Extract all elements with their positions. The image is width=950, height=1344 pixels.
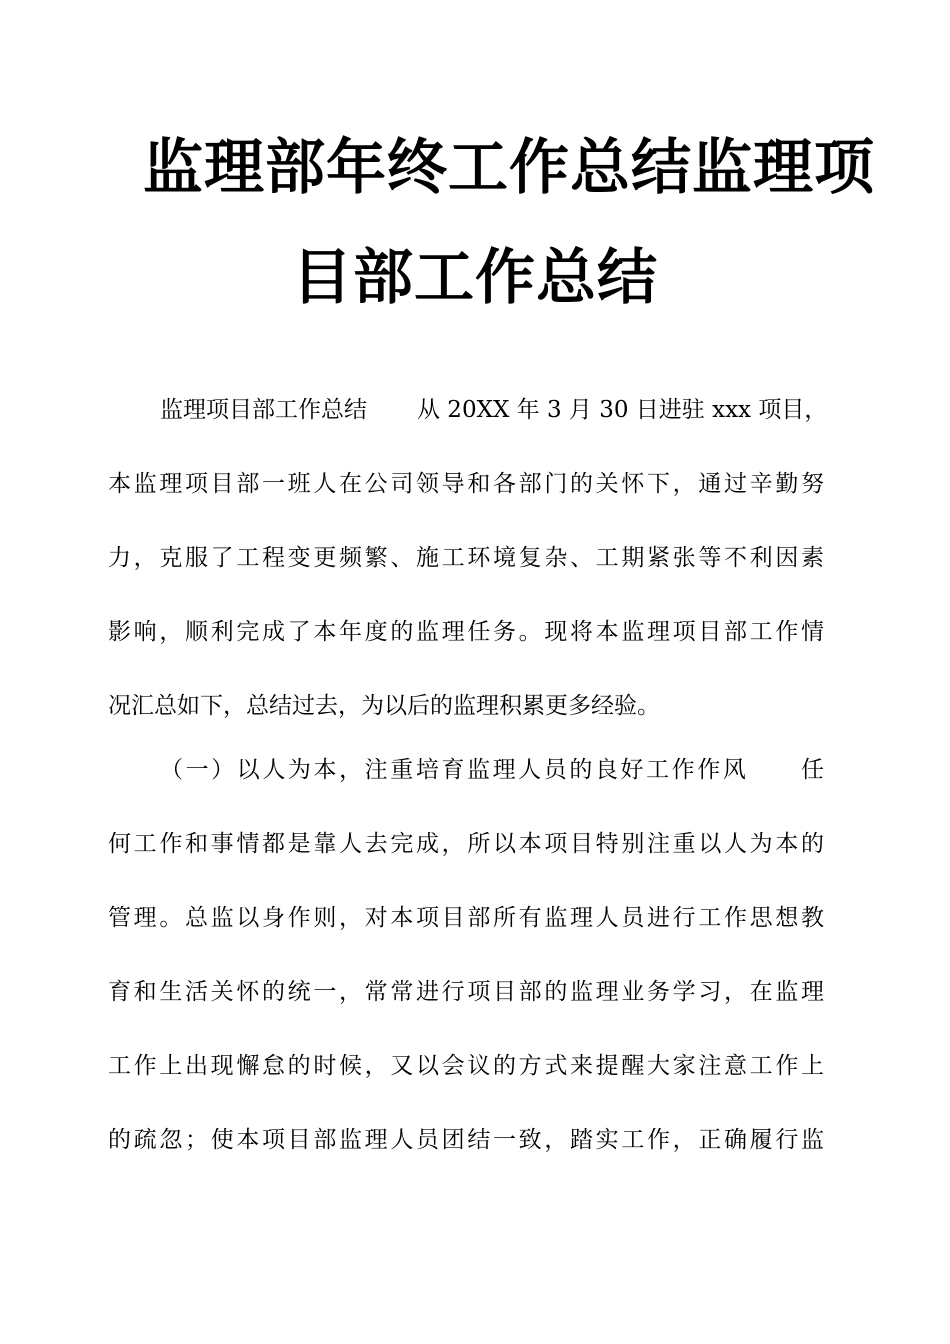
paragraph-2-line-1-rest: 任 (798, 757, 825, 783)
paragraph-2-heading: （一）以人为本，注重培育监理人员的良好工作作风 (160, 757, 749, 783)
paragraph-1-line-3: 力，克服了工程变更频繁、施工环境复杂、工期紧张等不利因素 (108, 545, 824, 571)
paragraph-2-line-3: 管理。总监以身作则，对本项目部所有监理人员进行工作思想教 (108, 905, 824, 931)
paragraph-1-line-1 (160, 395, 828, 425)
paragraph-1-lead: 监理项目部工作总结 (160, 397, 367, 423)
paragraph-1-line-1-rest: 从 20XX 年 3 月 30 日进驻 xxx 项目， (417, 397, 828, 423)
paragraph-2-line-2: 何工作和事情都是靠人去完成，所以本项目特别注重以人为本的 (108, 831, 824, 857)
paragraph-1-line-4: 影响，顺利完成了本年度的监理任务。现将本监理项目部工作情 (108, 619, 824, 645)
paragraph-1-line-5: 况汇总如下，总结过去，为以后的监理积累更多经验。 (108, 693, 660, 719)
paragraph-1-line-2: 本监理项目部一班人在公司领导和各部门的关怀下，通过辛勤努 (108, 471, 824, 497)
paragraph-2-line-1 (160, 755, 824, 785)
document-title-line-1: 监理部年终工作总结监理项 (143, 133, 875, 203)
paragraph-2-line-5: 工作上出现懈怠的时候，又以会议的方式来提醒大家注意工作上 (108, 1053, 824, 1079)
paragraph-2-line-4: 育和生活关怀的统一，常常进行项目部的监理业务学习，在监理 (108, 979, 824, 1005)
document-title-line-2: 目部工作总结 (292, 243, 658, 313)
paragraph-2-line-6: 的疏忽；使本项目部监理人员团结一致，踏实工作，正确履行监 (108, 1127, 824, 1153)
